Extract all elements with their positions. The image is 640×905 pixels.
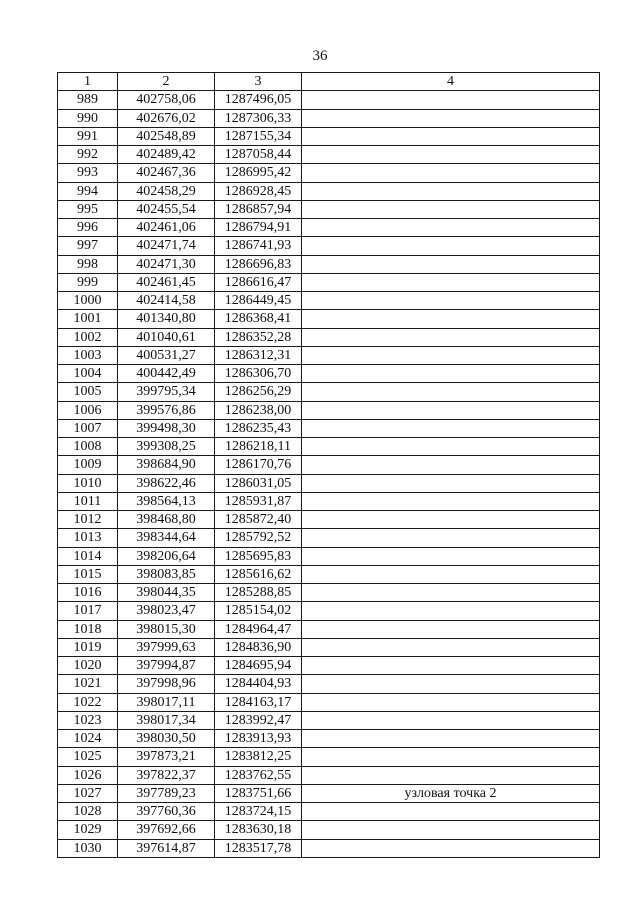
point-number-cell: 989 <box>58 91 118 109</box>
note-cell <box>302 474 600 492</box>
x-coordinate-cell: 402414,58 <box>118 292 215 310</box>
point-number-cell: 1030 <box>58 839 118 857</box>
table-row <box>58 346 600 364</box>
note-cell <box>302 91 600 109</box>
note-cell <box>302 219 600 237</box>
point-number-cell: 1012 <box>58 511 118 529</box>
note-cell <box>302 529 600 547</box>
note-cell <box>302 839 600 857</box>
y-coordinate-cell: 1283992,47 <box>215 711 302 729</box>
y-coordinate-cell: 1285931,87 <box>215 492 302 510</box>
point-number-cell: 1003 <box>58 346 118 364</box>
table-row <box>58 109 600 127</box>
point-number-cell: 1027 <box>58 784 118 802</box>
table-row <box>58 839 600 857</box>
y-coordinate-cell: 1284964,47 <box>215 620 302 638</box>
note-cell <box>302 547 600 565</box>
table-row <box>58 365 600 383</box>
x-coordinate-cell: 399576,86 <box>118 401 215 419</box>
point-number-cell: 1009 <box>58 456 118 474</box>
point-number-cell: 1004 <box>58 365 118 383</box>
y-coordinate-cell: 1285288,85 <box>215 584 302 602</box>
note-cell <box>302 657 600 675</box>
note-cell <box>302 492 600 510</box>
table-row <box>58 182 600 200</box>
note-cell <box>302 237 600 255</box>
table-row <box>58 529 600 547</box>
x-coordinate-cell: 400442,49 <box>118 365 215 383</box>
note-cell <box>302 255 600 273</box>
y-coordinate-cell: 1286031,05 <box>215 474 302 492</box>
x-coordinate-cell: 402455,54 <box>118 200 215 218</box>
point-number-cell: 1018 <box>58 620 118 638</box>
y-coordinate-cell: 1284404,93 <box>215 675 302 693</box>
y-coordinate-cell: 1285872,40 <box>215 511 302 529</box>
table-row <box>58 511 600 529</box>
table-row <box>58 164 600 182</box>
note-cell <box>302 419 600 437</box>
note-cell <box>302 766 600 784</box>
note-cell <box>302 109 600 127</box>
point-number-cell: 1020 <box>58 657 118 675</box>
y-coordinate-cell: 1286238,00 <box>215 401 302 419</box>
point-number-cell: 1028 <box>58 803 118 821</box>
point-number-cell: 991 <box>58 127 118 145</box>
point-number-cell: 1017 <box>58 602 118 620</box>
point-number-cell: 1002 <box>58 328 118 346</box>
note-cell <box>302 675 600 693</box>
x-coordinate-cell: 398206,64 <box>118 547 215 565</box>
table-row <box>58 657 600 675</box>
point-number-cell: 1013 <box>58 529 118 547</box>
note-cell <box>302 292 600 310</box>
table-row <box>58 456 600 474</box>
note-cell: узловая точка 2 <box>302 784 600 802</box>
point-number-cell: 1025 <box>58 748 118 766</box>
y-coordinate-cell: 1283751,66 <box>215 784 302 802</box>
x-coordinate-cell: 398017,34 <box>118 711 215 729</box>
y-coordinate-cell: 1283913,93 <box>215 730 302 748</box>
note-cell <box>302 748 600 766</box>
note-cell <box>302 803 600 821</box>
table-row <box>58 273 600 291</box>
table-row <box>58 565 600 583</box>
table-row <box>58 419 600 437</box>
point-number-cell: 1022 <box>58 693 118 711</box>
table-row <box>58 438 600 456</box>
table-row <box>58 492 600 510</box>
y-coordinate-cell: 1285616,62 <box>215 565 302 583</box>
x-coordinate-cell: 398344,64 <box>118 529 215 547</box>
note-cell <box>302 365 600 383</box>
point-number-cell: 994 <box>58 182 118 200</box>
note-cell <box>302 730 600 748</box>
note-cell <box>302 328 600 346</box>
y-coordinate-cell: 1286616,47 <box>215 273 302 291</box>
y-coordinate-cell: 1286857,94 <box>215 200 302 218</box>
y-coordinate-cell: 1286306,70 <box>215 365 302 383</box>
point-number-cell: 1021 <box>58 675 118 693</box>
y-coordinate-cell: 1287155,34 <box>215 127 302 145</box>
note-cell <box>302 346 600 364</box>
table-row <box>58 711 600 729</box>
x-coordinate-cell: 397994,87 <box>118 657 215 675</box>
note-cell <box>302 511 600 529</box>
table-row <box>58 237 600 255</box>
point-number-cell: 990 <box>58 109 118 127</box>
y-coordinate-cell: 1286995,42 <box>215 164 302 182</box>
x-coordinate-cell: 398564,13 <box>118 492 215 510</box>
note-cell <box>302 638 600 656</box>
y-coordinate-cell: 1283812,25 <box>215 748 302 766</box>
x-coordinate-cell: 402467,36 <box>118 164 215 182</box>
x-coordinate-cell: 398015,30 <box>118 620 215 638</box>
point-number-cell: 995 <box>58 200 118 218</box>
y-coordinate-cell: 1287496,05 <box>215 91 302 109</box>
point-number-cell: 1001 <box>58 310 118 328</box>
y-coordinate-cell: 1286794,91 <box>215 219 302 237</box>
point-number-cell: 993 <box>58 164 118 182</box>
point-number-cell: 996 <box>58 219 118 237</box>
table-row <box>58 91 600 109</box>
table-row <box>58 766 600 784</box>
x-coordinate-cell: 401340,80 <box>118 310 215 328</box>
x-coordinate-cell: 402461,45 <box>118 273 215 291</box>
y-coordinate-cell: 1286352,28 <box>215 328 302 346</box>
note-cell <box>302 693 600 711</box>
x-coordinate-cell: 398468,80 <box>118 511 215 529</box>
y-coordinate-cell: 1283517,78 <box>215 839 302 857</box>
y-coordinate-cell: 1286696,83 <box>215 255 302 273</box>
y-coordinate-cell: 1284695,94 <box>215 657 302 675</box>
x-coordinate-cell: 398030,50 <box>118 730 215 748</box>
point-number-cell: 1010 <box>58 474 118 492</box>
x-coordinate-cell: 397999,63 <box>118 638 215 656</box>
point-number-cell: 1007 <box>58 419 118 437</box>
column-header: 4 <box>302 73 600 91</box>
note-cell <box>302 438 600 456</box>
x-coordinate-cell: 397822,37 <box>118 766 215 784</box>
table-row <box>58 602 600 620</box>
note-cell <box>302 310 600 328</box>
x-coordinate-cell: 402471,74 <box>118 237 215 255</box>
x-coordinate-cell: 398622,46 <box>118 474 215 492</box>
y-coordinate-cell: 1286170,76 <box>215 456 302 474</box>
y-coordinate-cell: 1286312,31 <box>215 346 302 364</box>
table-row <box>58 638 600 656</box>
note-cell <box>302 182 600 200</box>
point-number-cell: 1008 <box>58 438 118 456</box>
note-cell <box>302 273 600 291</box>
y-coordinate-cell: 1283724,15 <box>215 803 302 821</box>
table-row <box>58 146 600 164</box>
point-number-cell: 1026 <box>58 766 118 784</box>
x-coordinate-cell: 398017,11 <box>118 693 215 711</box>
point-number-cell: 1000 <box>58 292 118 310</box>
table-row <box>58 675 600 693</box>
table-row <box>58 730 600 748</box>
table-row <box>58 474 600 492</box>
x-coordinate-cell: 402471,30 <box>118 255 215 273</box>
table-row <box>58 328 600 346</box>
y-coordinate-cell: 1284163,17 <box>215 693 302 711</box>
x-coordinate-cell: 402676,02 <box>118 109 215 127</box>
x-coordinate-cell: 399795,34 <box>118 383 215 401</box>
y-coordinate-cell: 1284836,90 <box>215 638 302 656</box>
table-row <box>58 127 600 145</box>
x-coordinate-cell: 402758,06 <box>118 91 215 109</box>
x-coordinate-cell: 402458,29 <box>118 182 215 200</box>
x-coordinate-cell: 400531,27 <box>118 346 215 364</box>
x-coordinate-cell: 398083,85 <box>118 565 215 583</box>
x-coordinate-cell: 401040,61 <box>118 328 215 346</box>
column-header: 2 <box>118 73 215 91</box>
y-coordinate-cell: 1285154,02 <box>215 602 302 620</box>
note-cell <box>302 584 600 602</box>
point-number-cell: 1029 <box>58 821 118 839</box>
y-coordinate-cell: 1285695,83 <box>215 547 302 565</box>
point-number-cell: 997 <box>58 237 118 255</box>
table-row <box>58 547 600 565</box>
y-coordinate-cell: 1286218,11 <box>215 438 302 456</box>
note-cell <box>302 821 600 839</box>
point-number-cell: 1005 <box>58 383 118 401</box>
point-number-cell: 992 <box>58 146 118 164</box>
x-coordinate-cell: 397614,87 <box>118 839 215 857</box>
y-coordinate-cell: 1286928,45 <box>215 182 302 200</box>
note-cell <box>302 127 600 145</box>
table-row <box>58 200 600 218</box>
note-cell <box>302 200 600 218</box>
table-row <box>58 620 600 638</box>
note-cell <box>302 565 600 583</box>
y-coordinate-cell: 1286235,43 <box>215 419 302 437</box>
point-number-cell: 1015 <box>58 565 118 583</box>
x-coordinate-cell: 397998,96 <box>118 675 215 693</box>
y-coordinate-cell: 1286256,29 <box>215 383 302 401</box>
point-number-cell: 1024 <box>58 730 118 748</box>
note-cell <box>302 401 600 419</box>
table-row <box>58 821 600 839</box>
y-coordinate-cell: 1283630,18 <box>215 821 302 839</box>
table-body <box>58 73 600 858</box>
table-row <box>58 310 600 328</box>
point-number-cell: 1014 <box>58 547 118 565</box>
y-coordinate-cell: 1286741,93 <box>215 237 302 255</box>
y-coordinate-cell: 1283762,55 <box>215 766 302 784</box>
column-header: 3 <box>215 73 302 91</box>
table-row <box>58 748 600 766</box>
table-row <box>58 219 600 237</box>
x-coordinate-cell: 398044,35 <box>118 584 215 602</box>
table-row <box>58 292 600 310</box>
x-coordinate-cell: 399308,25 <box>118 438 215 456</box>
x-coordinate-cell: 397692,66 <box>118 821 215 839</box>
table-row <box>58 584 600 602</box>
table-row <box>58 401 600 419</box>
point-number-cell: 1006 <box>58 401 118 419</box>
note-cell <box>302 146 600 164</box>
point-number-cell: 1011 <box>58 492 118 510</box>
y-coordinate-cell: 1287058,44 <box>215 146 302 164</box>
x-coordinate-cell: 398684,90 <box>118 456 215 474</box>
point-number-cell: 1016 <box>58 584 118 602</box>
table-row <box>58 693 600 711</box>
note-cell <box>302 711 600 729</box>
point-number-cell: 998 <box>58 255 118 273</box>
note-cell <box>302 602 600 620</box>
y-coordinate-cell: 1286368,41 <box>215 310 302 328</box>
x-coordinate-cell: 402489,42 <box>118 146 215 164</box>
y-coordinate-cell: 1286449,45 <box>215 292 302 310</box>
table-row <box>58 784 600 802</box>
note-cell <box>302 620 600 638</box>
x-coordinate-cell: 398023,47 <box>118 602 215 620</box>
x-coordinate-cell: 397789,23 <box>118 784 215 802</box>
x-coordinate-cell: 402548,89 <box>118 127 215 145</box>
x-coordinate-cell: 402461,06 <box>118 219 215 237</box>
y-coordinate-cell: 1285792,52 <box>215 529 302 547</box>
page-number: 36 <box>312 48 328 64</box>
table-row <box>58 255 600 273</box>
note-cell <box>302 164 600 182</box>
table-row <box>58 383 600 401</box>
point-number-cell: 1023 <box>58 711 118 729</box>
x-coordinate-cell: 397760,36 <box>118 803 215 821</box>
note-cell <box>302 383 600 401</box>
point-number-cell: 999 <box>58 273 118 291</box>
y-coordinate-cell: 1287306,33 <box>215 109 302 127</box>
table-row <box>58 803 600 821</box>
table-header-row <box>58 73 600 91</box>
coordinates-table <box>57 72 600 858</box>
column-header: 1 <box>58 73 118 91</box>
x-coordinate-cell: 397873,21 <box>118 748 215 766</box>
note-cell <box>302 456 600 474</box>
x-coordinate-cell: 399498,30 <box>118 419 215 437</box>
point-number-cell: 1019 <box>58 638 118 656</box>
